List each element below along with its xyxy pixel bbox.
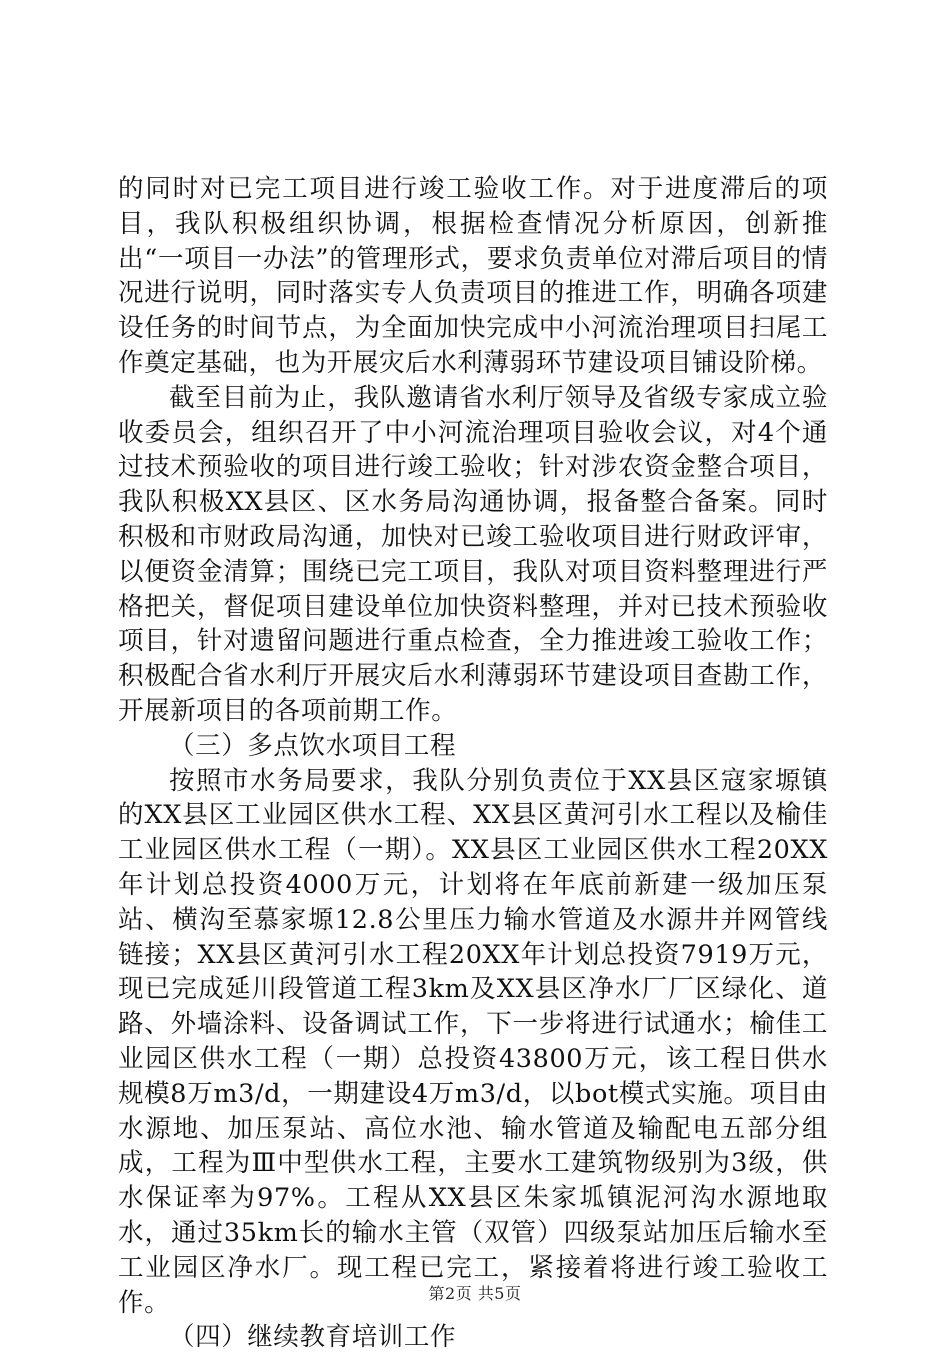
paragraph-water-supply-projects: 按照市水务局要求，我队分别负责位于XX县区寇家塬镇的XX县区工业园区供水工程、XX县区黄河引水工程以及榆佳工业园区供水工程（一期）。XX县区工业园区供水工程20XX年计划总投资4000万元，计划将在年底前新建一级加压泵站、横沟至慕家塬12.8公里压力输水管道及水源井并网管线链接；XX县区黄河引水工程20XX年计划总投资7919万元，现已完成延川段管道工程3km及XX县区净水厂厂区绿化、道路、外墙涂料、设备调试工作，下一步将进行试通水；榆佳工业园区供水工程（一期）总投资43800万元，该工程日供水规模8万m3/d，一期建设4万m3/d，以bot模式实施。项目由水源地、加压泵站、高位水池、输水管道及输配电五部分组成，工程为Ⅲ中型供水工程，主要水工建筑物级别为3级，供水保证率为97%。工程从XX县区朱家坬镇泥河沟水源地取水，通过35km长的输水主管（双管）四级泵站加压后输水至工业园区净水厂。现工程已完工，紧接着将进行竣工验收工作。: [118, 765, 828, 1318]
document-body: [118, 172, 828, 1355]
section-heading-drinking-water: （三）多点饮水项目工程: [169, 730, 457, 761]
paragraph-acceptance-progress: 截至目前为止，我队邀请省水利厅领导及省级专家成立验收委员会，组织召开了中小河流治理项目验收会议，对4个通过技术预验收的项目进行竣工验收；针对涉农资金整合项目，我队积极XX县区、区水务局沟通协调，报备整合备案。同时积极和市财政局沟通，加快对已竣工验收项目进行财政评审，以便资金清算；围绕已完工项目，我队对项目资料整理进行严格把关，督促项目建设单位加快资料整理，并对已技术预验收项目，针对遗留问题进行重点检查，全力推进竣工验收工作；积极配合省水利厅开展灾后水利薄弱环节建设项目查勘工作，开展新项目的各项前期工作。: [118, 382, 828, 726]
page-footer: 第2页 共5页: [428, 1284, 522, 1303]
paragraph-continuation: 的同时对已完工项目进行竣工验收工作。对于进度滞后的项目，我队积极组织协调，根据检查情况分析原因，创新推出“一项目一办法”的管理形式，要求负责单位对滞后项目的情况进行说明，同时落实专人负责项目的推进工作，明确各项建设任务的时间节点，为全面加快完成中小河流治理项目扫尾工作奠定基础，也为开展灾后水利薄弱环节建设项目铺设阶梯。: [118, 174, 828, 378]
section-heading-training: （四）继续教育培训工作: [169, 1322, 457, 1353]
